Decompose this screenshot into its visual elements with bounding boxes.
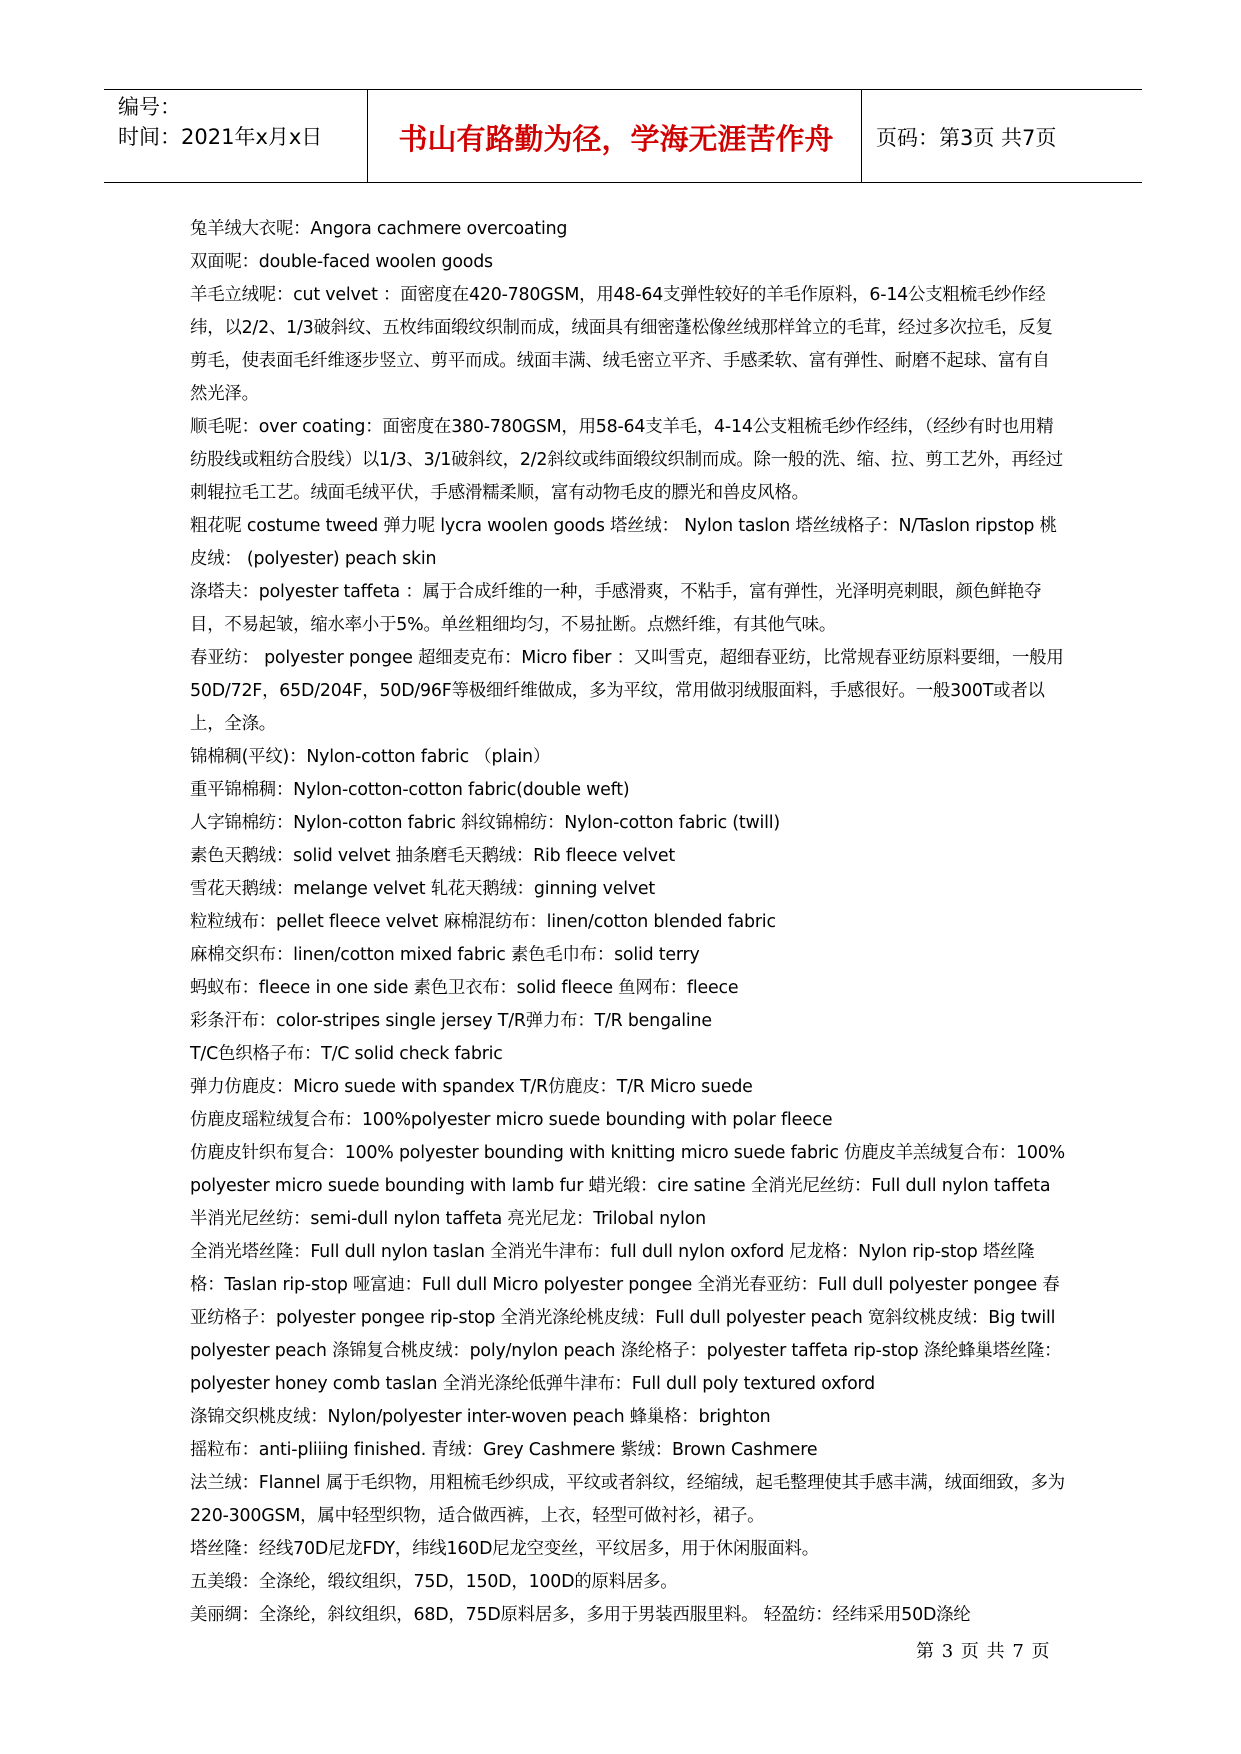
paragraph: 春亚纺： polyester pongee 超细麦克布：Micro fiber ：又叫雪克，超细春亚纺，比常规春亚纺原料要细，一般用50D/72F，65D/204F，50D/96F等极细纤维做成，多为平纹，常用做羽绒服面料，手感很好。一般300T或者以上，全涤。 (190, 648, 1064, 734)
paragraph: 弹力仿鹿皮：Micro suede with spandex T/R仿鹿皮：T/R Micro suede (190, 1077, 753, 1097)
time-label: 时间：2021年x月x日 (118, 125, 323, 149)
header-divider-left (367, 90, 368, 183)
document-body (190, 213, 1066, 1632)
paragraph: 全消光塔丝隆：Full dull nylon taslan 全消光牛津布：full dull nylon oxford 尼龙格：Nylon rip-stop 塔丝隆格：Taslan rip-stop 哑富迪：Full dull Micro polyester pongee 全消光春亚纺：Full dull polyester pongee 春亚纺格子：polyester pongee rip-stop 全消光涤纶桃皮绒：Full dull polyester peach 宽斜纹桃皮绒：Big twill polyester peach 涤锦复合桃皮绒：poly/nylon peach 涤纶格子：polyester taffeta rip-stop 涤纶蜂巢塔丝隆：polyester honey comb taslan 全消光涤纶低弹牛津布：Full dull poly textured oxford (190, 1242, 1062, 1394)
paragraph: 素色天鹅绒：solid velvet 抽条磨毛天鹅绒：Rib fleece velvet (190, 846, 676, 866)
paragraph: 塔丝隆：经线70D尼龙FDY，纬线160D尼龙空变丝，平纹居多，用于休闲服面料。 (190, 1539, 819, 1559)
header-divider-right (861, 90, 862, 183)
header-page-code: 页码：第3页 共7页 (876, 126, 1057, 150)
paragraph: 双面呢：double-faced woolen goods (190, 252, 493, 272)
paragraph: 摇粒布：anti-pliiing finished. 青绒：Grey Cashmere 紫绒：Brown Cashmere (190, 1440, 818, 1460)
paragraph: 涤锦交织桃皮绒：Nylon/polyester inter-woven peach 蜂巢格：brighton (190, 1407, 771, 1427)
paragraph: 法兰绒：Flannel 属于毛织物，用粗梳毛纱织成，平纹或者斜纹，经缩绒，起毛整理使其手感丰满，绒面细致，多为220-300GSM，属中轻型织物，适合做西裤，上衣，轻型可做衬衫，裙子。 (190, 1473, 1065, 1526)
paragraph: 锦棉稠(平纹)：Nylon-cotton fabric （plain） (190, 747, 551, 767)
paragraph: 美丽绸：全涤纶，斜纹组织，68D，75D原料居多，多用于男装西服里料。 轻盈纺：经纬采用50D涤纶 (190, 1605, 971, 1625)
paragraph: 兔羊绒大衣呢：Angora cachmere overcoating (190, 219, 568, 239)
header-top-rule (104, 89, 1142, 90)
paragraph: 蚂蚁布：fleece in one side 素色卫衣布：solid fleece 鱼网布：fleece (190, 978, 739, 998)
paragraph: 粗花呢 costume tweed 弹力呢 lycra woolen goods 塔丝绒： Nylon taslon 塔丝绒格子：N/Taslon ripstop 桃皮绒： (polyester) peach skin (190, 516, 1057, 569)
paragraph: 粒粒绒布：pellet fleece velvet 麻棉混纺布：linen/cotton blended fabric (190, 912, 776, 932)
paragraph: 仿鹿皮针织布复合：100% polyester bounding with knitting micro suede fabric 仿鹿皮羊羔绒复合布：100% polyester micro suede bounding with lamb fur 蜡光缎：cire satine 全消光尼丝纺：Full dull nylon taffeta 半消光尼丝纺：semi-dull nylon taffeta 亮光尼龙：Trilobal nylon (190, 1143, 1065, 1229)
paragraph: 仿鹿皮瑶粒绒复合布：100%polyester micro suede bounding with polar fleece (190, 1110, 833, 1130)
paragraph: 涤塔夫：polyester taffeta ：属于合成纤维的一种，手感滑爽，不粘手，富有弹性，光泽明亮刺眼，颜色鲜艳夺目，不易起皱，缩水率小于5%。单丝粗细均匀，不易扯断。点燃纤维，有其他气味。 (190, 582, 1042, 635)
header-left (118, 92, 322, 152)
paragraph: 顺毛呢：over coating：面密度在380-780GSM，用58-64支羊毛，4-14公支粗梳毛纱作经纬，（经纱有时也用精纺股线或粗纺合股线）以1/3、3/1破斜纹，2/2斜纹或纬面缎纹织制而成。除一般的洗、缩、拉、剪工艺外，再经过刺辊拉毛工艺。绒面毛绒平伏，手感滑糯柔顺，富有动物毛皮的膘光和兽皮风格。 (190, 417, 1063, 503)
paragraph: 彩条汗布：color-stripes single jersey T/R弹力布：T/R bengaline (190, 1011, 712, 1031)
number-label: 编号： (118, 95, 181, 119)
paragraph: 人字锦棉纺：Nylon-cotton fabric 斜纹锦棉纺：Nylon-cotton fabric (twill) (190, 813, 780, 833)
paragraph: T/C色织格子布：T/C solid check fabric (190, 1044, 503, 1064)
paragraph: 重平锦棉稠：Nylon-cotton-cotton fabric(double weft) (190, 780, 630, 800)
paragraph: 五美缎：全涤纶，缎纹组织，75D，150D，100D的原料居多。 (190, 1572, 678, 1592)
header-motto: 书山有路勤为径，学海无涯苦作舟 (398, 122, 834, 156)
paragraph: 雪花天鹅绒：melange velvet 轧花天鹅绒：ginning velvet (190, 879, 656, 899)
header-bottom-rule (104, 182, 1142, 183)
page-footer: 第 3 页 共 7 页 (916, 1641, 1051, 1662)
paragraph: 麻棉交织布：linen/cotton mixed fabric 素色毛巾布：solid terry (190, 945, 700, 965)
paragraph: 羊毛立绒呢：cut velvet ：面密度在420-780GSM，用48-64支弹性较好的羊毛作原料，6-14公支粗梳毛纱作经纬，以2/2、1/3破斜纹、五枚纬面缎纹织制而成，绒面具有细密蓬松像丝绒那样耸立的毛茸，经过多次拉毛，反复剪毛，使表面毛纤维逐步竖立、剪平而成。绒面丰满、绒毛密立平齐、手感柔软、富有弹性、耐磨不起球、富有自然光泽。 (190, 285, 1053, 404)
